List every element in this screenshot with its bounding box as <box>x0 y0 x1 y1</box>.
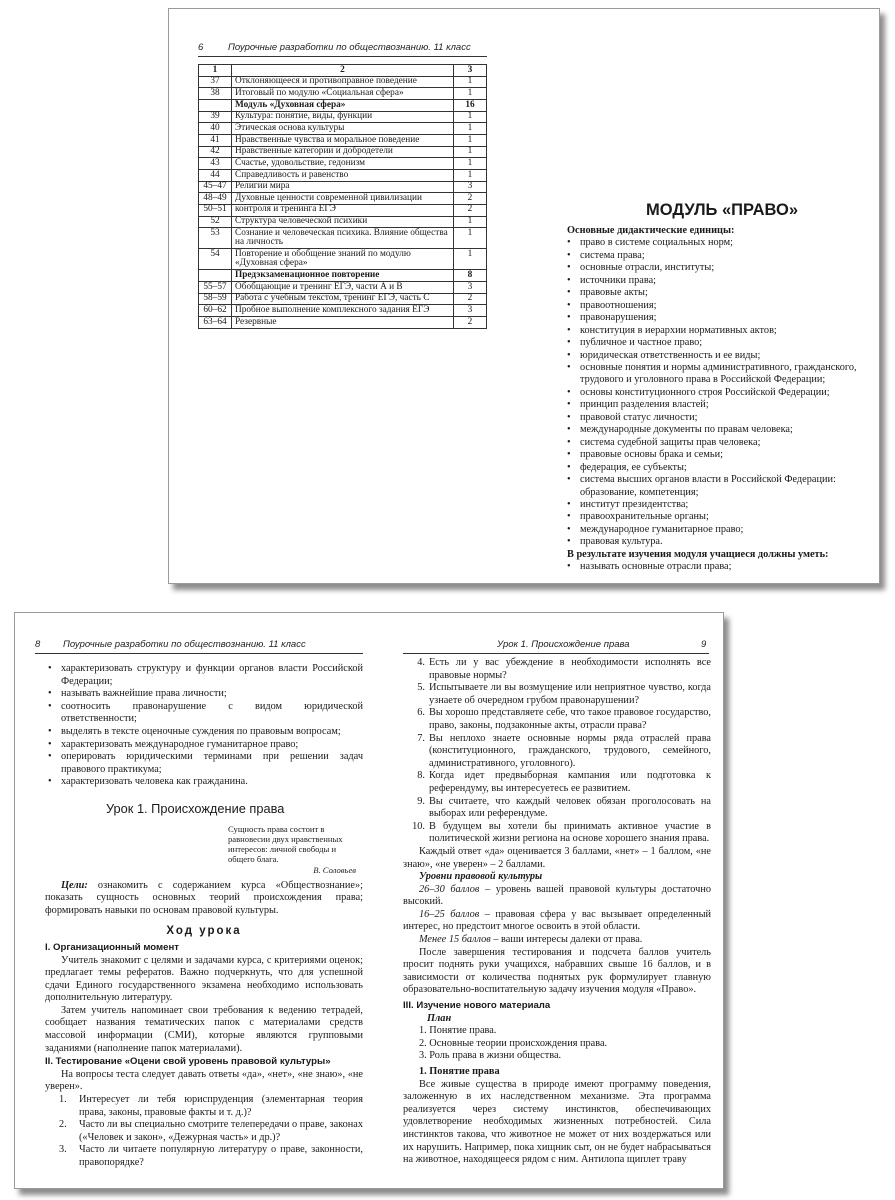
question-text: Когда идет предвыборная кампания или подготовка к референдуму, вы интересуетесь ее развитием. <box>429 770 711 794</box>
paragraph: На вопросы теста следует давать ответы «да», «нет», «не знаю», «не уверен». <box>45 1068 363 1093</box>
question-number: 1. <box>59 1094 67 1106</box>
hours-cell: 1 <box>454 134 487 146</box>
hours-cell: 1 <box>454 111 487 123</box>
lesson-topic-cell: Работа с учебным текстом, тренинг ЕГЭ, часть С <box>232 293 454 305</box>
question-text: Часто ли вы специально смотрите телепередачи о праве, законах («Человек и закон», «Дежурная часть» и др.)? <box>79 1119 363 1143</box>
list-item: • международные документы по правам человека; <box>567 424 872 436</box>
lesson-topic-cell: Пробное выполнение комплексного задания ЕГЭ <box>232 305 454 317</box>
lesson-number-cell: 58–59 <box>199 293 232 305</box>
top-page <box>168 8 880 584</box>
list-item: • правовые основы брака и семьи; <box>567 449 872 461</box>
test-question <box>45 1144 363 1169</box>
question-text: Вы неплохо знаете основные нормы ряда отраслей права (конституционного, гражданского, трудового, семейного, административного, уголовного). <box>429 732 711 769</box>
lesson-number-cell: 60–62 <box>199 305 232 317</box>
level-text: – ваши интересы далеки от права. <box>490 934 643 946</box>
lesson-topic-cell: Резервные <box>232 317 454 329</box>
test-question <box>403 733 711 771</box>
list-item: • юридическая ответственность и ее виды; <box>567 350 872 362</box>
list-item: • система высших органов власти в Российской Федерации: образование, компетенция; <box>567 474 872 499</box>
question-text: Есть ли у вас убеждение в необходимости исполнять все правовые нормы? <box>429 657 711 681</box>
table-row <box>199 193 487 205</box>
test-question <box>403 796 711 821</box>
plan-item: 1. Понятие права. <box>419 1025 497 1037</box>
right-column <box>403 657 711 1167</box>
hours-cell: 1 <box>454 169 487 181</box>
level-item <box>403 884 711 909</box>
list-item: • право в системе социальных норм; <box>567 237 872 249</box>
header-rule-right <box>403 653 709 654</box>
list-item: • характеризовать международное гуманитарное право; <box>45 739 363 752</box>
hours-cell: 3 <box>454 305 487 317</box>
test-questions-list <box>45 1094 363 1170</box>
table-header-row <box>199 65 487 77</box>
question-number: 6. <box>417 707 425 719</box>
list-item: • публичное и частное право; <box>567 337 872 349</box>
lesson-number-cell: 38 <box>199 88 232 100</box>
result-list <box>567 561 872 573</box>
epigraph-text: Сущность права состоит в равновесии двух нравственных интересов: личной свободы и общего блага. <box>228 823 343 865</box>
paragraph: Затем учитель напоминает свои требования к ведению тетрадей, сообщает названия тематических папок с материалами средств массовой информации (СМИ), которые являются групповыми заданиями (наполнение папок материалами). <box>45 1004 363 1054</box>
paragraph: После завершения тестирования и подсчета баллов учитель просит поднять руки учащихся, набравших свыше 16 баллов, и в зависимости от количества поднятых рук формулирует главную образовательно-воспитательную задачу изучения модуля «Право». <box>403 946 711 996</box>
list-item: • выделять в тексте оценочные суждения по правовым вопросам; <box>45 726 363 739</box>
lesson-number-cell: 43 <box>199 158 232 170</box>
lesson-topic-cell: Религии мира <box>232 181 454 193</box>
left-column <box>45 663 363 1170</box>
level-range: 16–25 баллов <box>419 908 480 920</box>
table-row <box>199 216 487 228</box>
table-row <box>199 158 487 170</box>
table-row <box>199 146 487 158</box>
table-row <box>199 181 487 193</box>
test-question <box>45 1094 363 1119</box>
test-question <box>403 657 711 682</box>
table-row <box>199 134 487 146</box>
question-number: 9. <box>417 795 425 807</box>
lesson-number-cell: 53 <box>199 228 232 249</box>
lesson-topic-cell: Культура: понятие, виды, функции <box>232 111 454 123</box>
hours-cell: 3 <box>454 181 487 193</box>
table-row <box>199 270 487 282</box>
level-item <box>403 909 711 934</box>
test-question <box>403 682 711 707</box>
hours-cell: 1 <box>454 76 487 88</box>
level-item <box>403 934 711 947</box>
question-number: 2. <box>59 1119 67 1131</box>
lesson-number-cell: 55–57 <box>199 282 232 294</box>
question-number: 5. <box>417 682 425 694</box>
goals-label: Цели: <box>61 879 88 891</box>
plan-list <box>403 1025 711 1063</box>
test-question <box>403 770 711 795</box>
hours-cell: 1 <box>454 88 487 100</box>
header-rule <box>198 56 487 57</box>
hours-cell: 2 <box>454 293 487 305</box>
lesson-topic-cell: Счастье, удовольствие, гедонизм <box>232 158 454 170</box>
list-item: • международное гуманитарное право; <box>567 524 872 536</box>
course-heading: Ход урока <box>166 925 242 938</box>
lesson-number-cell: 54 <box>199 249 232 270</box>
table-row <box>199 249 487 270</box>
section-heading: II. Тестирование «Оцени свой уровень правовой культуры» <box>45 1056 331 1068</box>
lesson-number-cell <box>199 270 232 282</box>
list-item: • правоотношения; <box>567 300 872 312</box>
plan-item: 3. Роль права в жизни общества. <box>419 1050 562 1062</box>
lesson-topic-cell: Модуль «Духовная сфера» <box>232 99 454 111</box>
list-item: • правовые акты; <box>567 287 872 299</box>
question-number: 8. <box>417 770 425 782</box>
plan-heading: План <box>427 1012 452 1024</box>
list-item: • оперировать юридическими терминами при решении задач правового практикума; <box>45 751 363 776</box>
table-header-cell: 2 <box>232 65 454 77</box>
list-item: • федерация, ее субъекты; <box>567 462 872 474</box>
lesson-topic-cell: Нравственные категории и добродетели <box>232 146 454 158</box>
lesson-number-cell: 44 <box>199 169 232 181</box>
table-row <box>199 204 487 216</box>
test-question <box>403 821 711 846</box>
lesson-number-cell: 45–47 <box>199 181 232 193</box>
header-rule-left <box>35 653 363 654</box>
lesson-number-cell: 40 <box>199 123 232 135</box>
table-row <box>199 88 487 100</box>
list-item: • правонарушения; <box>567 312 872 324</box>
section-heading: III. Изучение нового материала <box>403 1000 551 1012</box>
table-row <box>199 317 487 329</box>
hours-cell: 2 <box>454 317 487 329</box>
levels-list <box>403 884 711 947</box>
lesson-title: Урок 1. Происхождение права <box>106 800 285 816</box>
table-row <box>199 305 487 317</box>
table-header-cell: 1 <box>199 65 232 77</box>
lesson-topic-cell: Отклоняющееся и противоправное поведение <box>232 76 454 88</box>
lesson-topic-cell: Нравственные чувства и моральное поведение <box>232 134 454 146</box>
section-heading: I. Организационный момент <box>45 941 179 953</box>
list-item: • правовая культура. <box>567 536 872 548</box>
list-item: • называть основные отрасли права; <box>567 561 872 573</box>
list-item: • институт президентства; <box>567 499 872 511</box>
question-text: Вы хорошо представляете себе, что такое правовое государство, право, законы, подзаконные акты, отрасли права? <box>429 707 711 731</box>
hours-cell: 1 <box>454 216 487 228</box>
running-head-right: Урок 1. Происхождение права <box>497 639 630 650</box>
list-item: • система судебной защиты прав человека; <box>567 437 872 449</box>
hours-cell: 1 <box>454 146 487 158</box>
list-item: • называть важнейшие права личности; <box>45 688 363 701</box>
lesson-topic-cell: Справедливость и равенство <box>232 169 454 181</box>
question-text: Испытываете ли вы возмущение или неприятное чувство, когда узнаете об очередном грубом правонарушении? <box>429 682 711 706</box>
lesson-topic-cell: Духовные ценности современной цивилизации <box>232 193 454 205</box>
lesson-number-cell: 50–51 <box>199 204 232 216</box>
running-head-left: Поурочные разработки по обществознанию. 11 класс <box>63 639 306 650</box>
hours-cell: 2 <box>454 193 487 205</box>
table-row <box>199 123 487 135</box>
test-questions-list <box>403 657 711 846</box>
paragraph: Все живые существа в природе имеют программу поведения, заложенную в их наследственном механизме. Эта программа реализуется через систему инстинктов, обеспечивающих удовлетворение необходимых жизненных потребностей. Сила инстинктов такова, что животное не может от них воздержаться или их нарушить. Например, пока хищник сыт, он не будет набрасываться на животное, находящееся рядом с ним. Антилопа щиплет траву <box>403 1078 711 1166</box>
table-row <box>199 228 487 249</box>
skills-list <box>45 663 363 789</box>
list-item: • система права; <box>567 250 872 262</box>
table-row <box>199 293 487 305</box>
list-item: • основные понятия и нормы административного, гражданского, трудового и уголовного права в Российской Федерации; <box>567 362 872 387</box>
goals-text: ознакомить с содержанием курса «Обществознание»; показать сущность основных теорий происхождения права; формировать навыки по основам правовой культуры. <box>45 879 363 916</box>
question-number: 4. <box>417 657 425 668</box>
table-row <box>199 99 487 111</box>
level-range: 26–30 баллов <box>419 883 480 895</box>
list-item: • характеризовать человека как гражданина. <box>45 776 363 789</box>
lesson-number-cell: 63–64 <box>199 317 232 329</box>
lesson-number-cell: 39 <box>199 111 232 123</box>
hours-cell: 8 <box>454 270 487 282</box>
levels-heading: Уровни правовой культуры <box>419 871 543 883</box>
question-text: В будущем вы хотели бы принимать активное участие в политической жизни региона на основе хорошего знания права. <box>429 820 711 845</box>
epigraph <box>228 824 356 876</box>
table-row <box>199 111 487 123</box>
bottom-spread <box>14 612 724 1189</box>
test-question <box>45 1119 363 1144</box>
question-text: Часто ли читаете популярную литературу о праве, законности, правопорядке? <box>79 1144 363 1169</box>
list-item: • источники права; <box>567 275 872 287</box>
lesson-topic-cell: Структура человеческой психики <box>232 216 454 228</box>
list-item: • характеризовать структуру и функции органов власти Российской Федерации; <box>45 663 363 688</box>
lesson-topic-cell: Предэкзаменационное повторение <box>232 270 454 282</box>
table-row <box>199 282 487 294</box>
lesson-topic-cell: Сознание и человеческая психика. Влияние общества на личность <box>232 228 454 249</box>
hours-cell: 2 <box>454 204 487 216</box>
epigraph-author: В. Соловьев <box>313 865 356 876</box>
lesson-number-cell: 52 <box>199 216 232 228</box>
level-text: – правовая сфера у вас вызывает определенный интерес, но предстоит многое освоить в этой области. <box>403 908 711 933</box>
page-number-left: 8 <box>35 639 41 650</box>
list-item: • основные отрасли, институты; <box>567 262 872 274</box>
hours-cell: 1 <box>454 158 487 170</box>
list-item: • соотносить правонарушение с видом юридической ответственности; <box>45 701 363 726</box>
didactic-units-section <box>567 225 872 574</box>
running-head: Поурочные разработки по обществознанию. 11 класс <box>228 42 471 53</box>
table-row <box>199 169 487 181</box>
paragraph: Учитель знакомит с целями и задачами курса, с критериями оценок; предлагает темы рефератов. Важно подчеркнуть, что для успешной сдачи Единого государственного экзамена необходимо использовать дополнительную литературу. <box>45 954 363 1004</box>
lesson-number-cell: 41 <box>199 134 232 146</box>
test-question <box>403 707 711 732</box>
result-heading: В результате изучения модуля учащиеся должны уметь: <box>567 548 829 560</box>
question-text: Интересует ли тебя юриспруденция (элементарная теория права, законы, правовые факты и т. д.)? <box>79 1094 363 1118</box>
hours-cell: 3 <box>454 282 487 294</box>
module-title: МОДУЛЬ «ПРАВО» <box>646 201 798 219</box>
lesson-number-cell: 37 <box>199 76 232 88</box>
lesson-topic-cell: Этическая основа культуры <box>232 123 454 135</box>
paragraph: Каждый ответ «да» оценивается 3 баллами, «нет» – 1 баллом, «не знаю», «не уверен» – 2 баллами. <box>403 845 711 870</box>
page-number: 6 <box>198 42 204 53</box>
subsection-heading: 1. Понятие права <box>419 1066 500 1077</box>
lesson-number-cell: 48–49 <box>199 193 232 205</box>
lesson-topic-cell: Итоговый по модулю «Социальная сфера» <box>232 88 454 100</box>
list-item: • правоохранительные органы; <box>567 511 872 523</box>
lesson-goals <box>45 880 363 918</box>
didactic-units-list <box>567 237 872 548</box>
lesson-number-cell: 42 <box>199 146 232 158</box>
list-item: • конституция в иерархии нормативных актов; <box>567 325 872 337</box>
level-range: Менее 15 баллов <box>419 934 491 946</box>
list-item: • основы конституционного строя Российской Федерации; <box>567 387 872 399</box>
hours-cell: 1 <box>454 249 487 270</box>
hours-cell: 1 <box>454 123 487 135</box>
question-number: 7. <box>417 732 425 744</box>
table-row <box>199 76 487 88</box>
lesson-topic-cell: контроля и тренинга ЕГЭ <box>232 204 454 216</box>
table-header-cell: 3 <box>454 65 487 77</box>
question-number: 3. <box>59 1144 67 1156</box>
lesson-topic-cell: Повторение и обобщение знаний по модулю «Духовная сфера» <box>232 249 454 270</box>
question-number: 10. <box>412 820 425 832</box>
level-text: – уровень вашей правовой культуры достаточно высокий. <box>403 883 712 908</box>
hours-cell: 16 <box>454 99 487 111</box>
list-item: • принцип разделения властей; <box>567 399 872 411</box>
plan-item: 2. Основные теории происхождения права. <box>419 1037 608 1049</box>
question-text: Вы считаете, что каждый человек обязан проголосовать на выборах или референдуме. <box>429 795 711 820</box>
list-item: • правовой статус личности; <box>567 412 872 424</box>
lesson-number-cell <box>199 99 232 111</box>
didactic-units-heading: Основные дидактические единицы: <box>567 225 735 236</box>
page-number-right: 9 <box>701 639 707 650</box>
hours-cell: 1 <box>454 228 487 249</box>
lesson-plan-table <box>198 64 487 329</box>
lesson-topic-cell: Обобщающие и тренинг ЕГЭ, части А и В <box>232 282 454 294</box>
